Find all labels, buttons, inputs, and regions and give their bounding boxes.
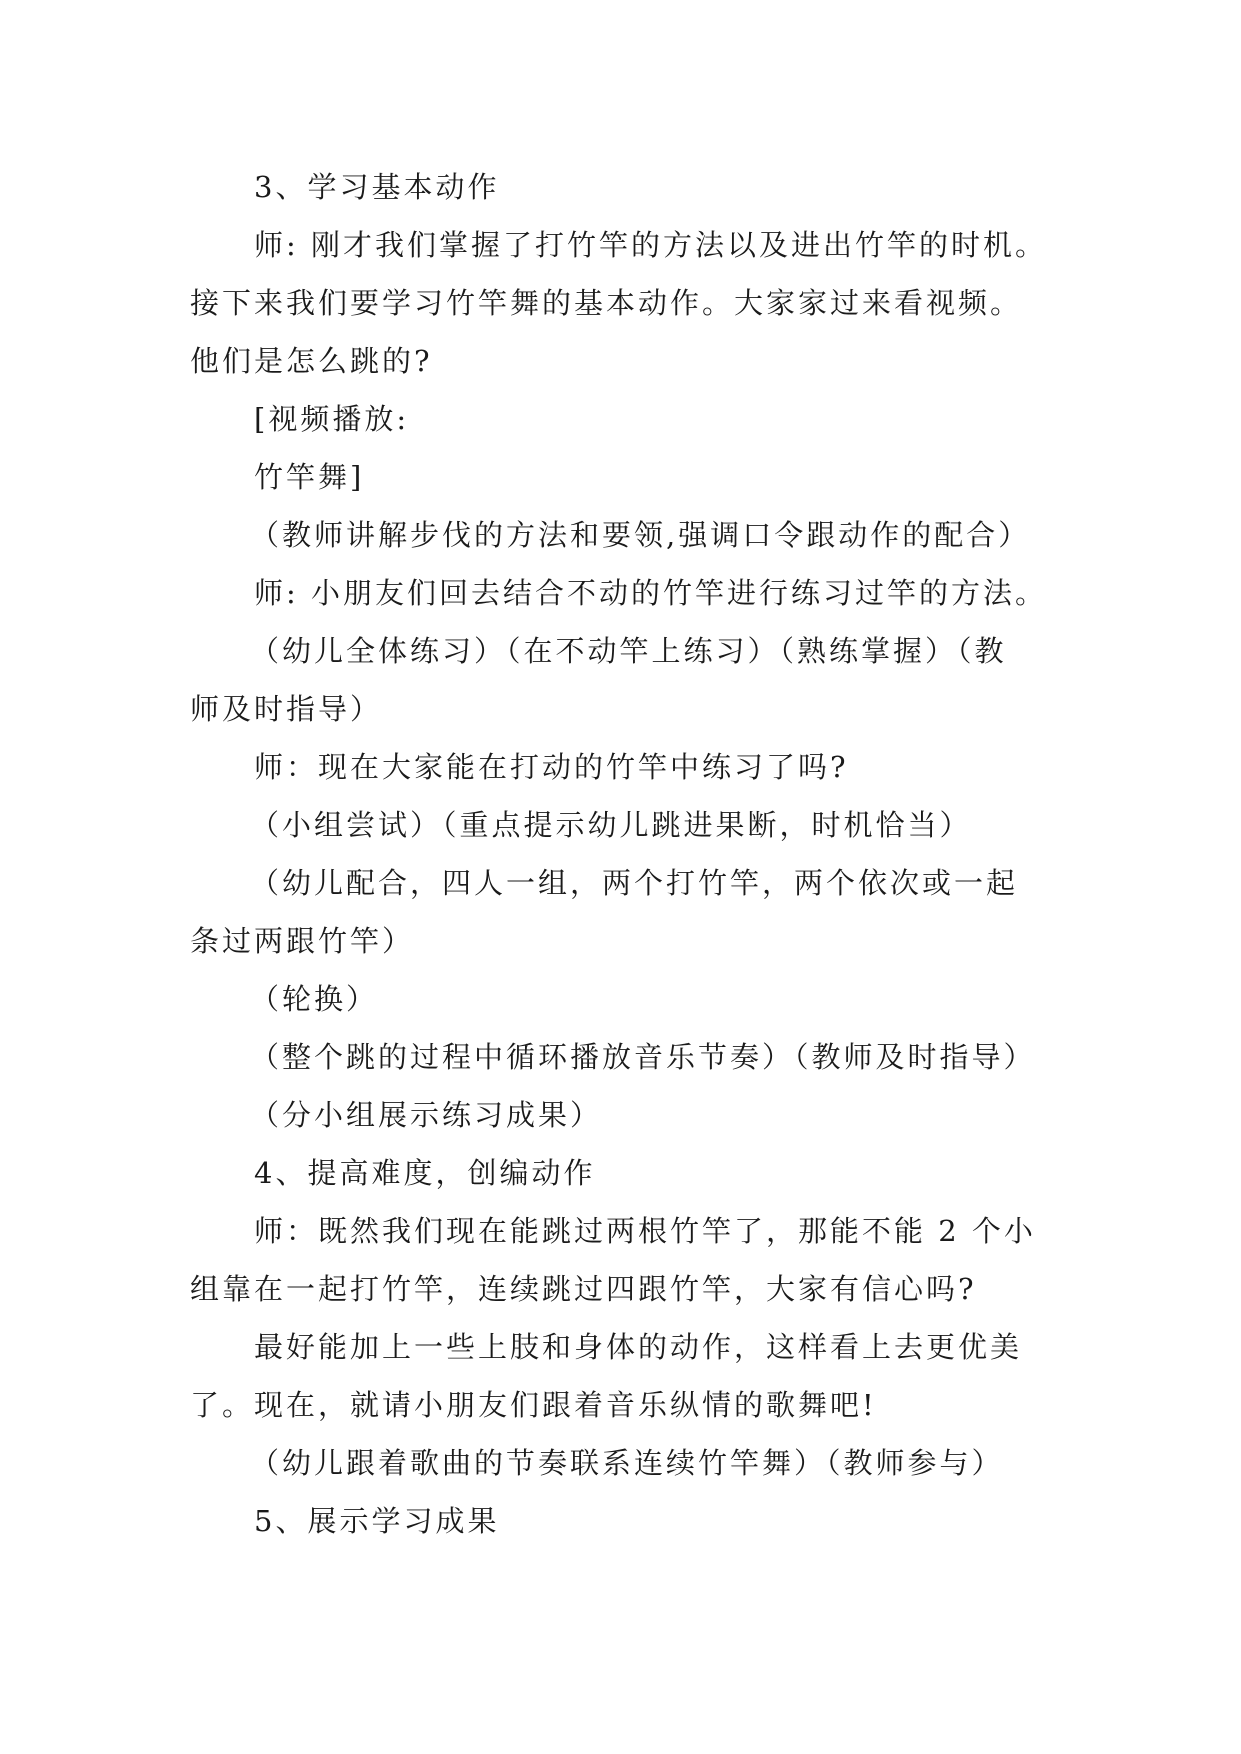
paragraph-line: 条过两跟竹竿） xyxy=(190,924,415,958)
document-body xyxy=(190,158,1090,1550)
paragraph-line: 竹竿舞] xyxy=(254,460,365,494)
paragraph-line: （教师讲解步伐的方法和要领,强调口令跟动作的配合） xyxy=(250,518,1031,552)
paragraph-line: [视频播放: xyxy=(254,402,410,436)
paragraph-line: （轮换） xyxy=(250,982,379,1016)
section-heading: 4、提高难度，创编动作 xyxy=(254,1156,596,1190)
paragraph-line: 他们是怎么跳的? xyxy=(190,344,433,378)
paragraph-line: （幼儿跟着歌曲的节奏联系连续竹竿舞）（教师参与） xyxy=(250,1446,1004,1480)
paragraph-line: 师：现在大家能在打动的竹竿中练习了吗? xyxy=(254,750,849,784)
paragraph-line: 最好能加上一些上肢和身体的动作，这样看上去更优美 xyxy=(254,1330,1023,1364)
paragraph-line: 师: 刚才我们掌握了打竹竿的方法以及进出竹竿的时机。 xyxy=(254,228,1047,262)
paragraph-line: 师及时指导） xyxy=(190,692,383,726)
paragraph-line: （分小组展示练习成果） xyxy=(250,1098,603,1132)
paragraph-line: 师: 小朋友们回去结合不动的竹竿进行练习过竿的方法。 xyxy=(254,576,1047,610)
paragraph-line: 接下来我们要学习竹竿舞的基本动作。大家家过来看视频。 xyxy=(190,286,1023,320)
paragraph-line: 师：既然我们现在能跳过两根竹竿了，那能不能 2 个小 xyxy=(254,1214,1036,1248)
paragraph-line: 组靠在一起打竹竿，连续跳过四跟竹竿，大家有信心吗? xyxy=(190,1272,977,1306)
paragraph-line: （小组尝试）（重点提示幼儿跳进果断，时机恰当） xyxy=(250,808,972,842)
paragraph-line: （幼儿配合，四人一组，两个打竹竿，两个依次或一起 xyxy=(250,866,1019,900)
paragraph-line: （幼儿全体练习）（在不动竿上练习）（熟练掌握）（教 xyxy=(250,634,1007,668)
section-heading: 5、展示学习成果 xyxy=(254,1504,500,1538)
paragraph-line: （整个跳的过程中循环播放音乐节奏）（教师及时指导） xyxy=(250,1040,1036,1074)
paragraph-line: 了。现在，就请小朋友们跟着音乐纵情的歌舞吧! xyxy=(190,1388,877,1422)
section-heading: 3、学习基本动作 xyxy=(254,170,500,204)
